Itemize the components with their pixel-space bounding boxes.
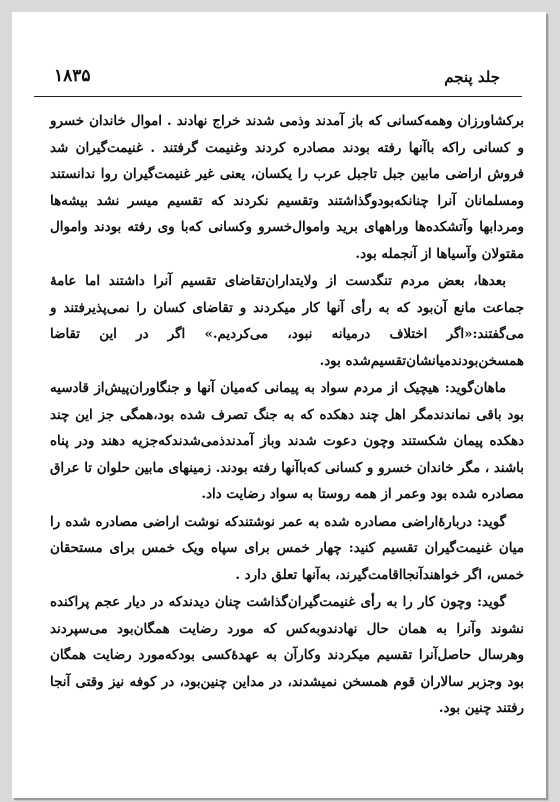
paragraph: گوید: وچون کار را به رأی غنیمت‌گیران‌گذاشت چنان دیدندکه در دیار عجم پراکنده نشوند وآنرا به همان حال نهادندوبه‌کس که مورد رضایت همگان‌بود می‌سپردند وهرسال حاصل‌آنرا تقسیم میکردند وکارآن به عهدهٔ‌کسی بودکه‌مورد رضایت همگان بود وجزبر سالاران قوم همسخن نمیشدند، در مداین چنین‌بود، در کوفه نیز وقتی آنجا رفتند چنین بود.	[50, 594, 524, 716]
book-page	[12, 12, 546, 798]
page-body	[50, 108, 524, 723]
volume-title: جلد پنجم	[444, 68, 500, 86]
paragraph: برکشاورزان وهمه‌کسانی که باز آمدند وذمی شدند خراج نهادند . اموال خاندان خسرو و کسانی راکه باآنها رفته بودند مصادره کردند وغنیمت گرفتند . غنیمت‌گیران شد فروش اراضی مابین جبل تاجبل عرب را یکسان، یعنی غیر غنیمت‌گیران روا ندانستند ومسلمانان آنرا چنانکه‌بودوگذاشتند وتقسیم نکردند که تقسیم میسر نشد بیشه‌ها ومردابها وآتشکده‌ها وراههای برید واموال‌خسرو وکسانی که‌با وی رفته بودند واموال مقتولان وآسیاها از آنجمله بود.	[50, 113, 524, 262]
paragraph: ماهان‌گوید: هیچیک از مردم سواد به پیمانی که‌میان آنها و جنگاوران‌پیش‌از قادسیه بود باقی نماندندمگر اهل چند دهکده که به جنگ تصرف شده بود،همگی جز این چند دهکده پیمان شکستند وچون دعوت شدند وباز آمدندذمی‌شدندکه‌جزیه دهند ودر پناه باشند ، مگر خاندان خسرو و کسانی که‌باآنها رفته بودند. زمینهای مابین حلوان تا عراق مصادره شده بود وعمر از همه روستا به سواد رضایت داد.	[50, 380, 524, 502]
paragraph: بعدها، بعض مردم تنگدست از ولایتداران‌تقاضای تقسیم آنرا داشتند اما عامهٔ جماعت مانع آن‌بود که به رأی آنها کار میکردند و تقاضای کسان را نمی‌پذیرفتند و می‌گفتند:«اگر اختلاف درمیانه نبود، می‌کردیم.» اگر در این تقاضا همسخن‌بودندمیانشان‌تقسیم‌شده بود.	[50, 273, 524, 369]
page-header	[32, 52, 522, 92]
header-rule	[34, 96, 522, 97]
page-number: ۱۸۳۵	[54, 66, 91, 86]
paragraph: گوید: دربارهٔ‌اراضی مصادره شده به عمر نوشتند‌که نوشت اراضی مصادره شده را میان غنیمت‌گیران تقسیم کنید: چهار خمس برای سپاه و‌یک خمس برای مستحقان خمس، اگر خواهند‌آنجا‌اقامت‌گیرند، به‌آنها تعلق دارد .	[50, 513, 524, 583]
